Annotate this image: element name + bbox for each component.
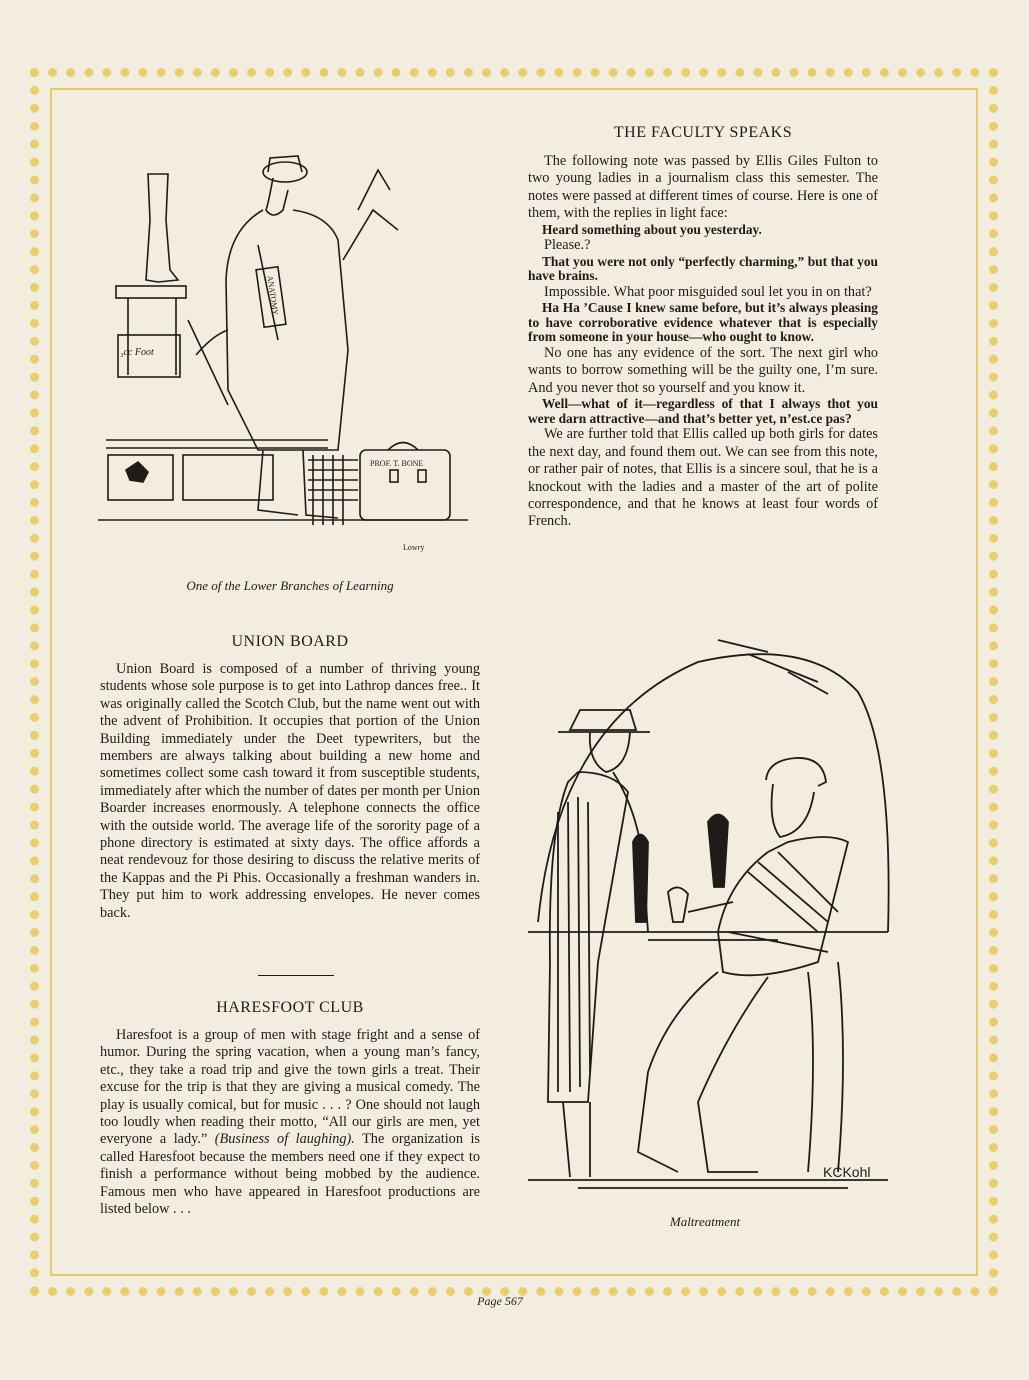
exchange-bold-1: Heard something about you yesterday. bbox=[542, 221, 762, 237]
exchange-light-3: No one has any evidence of the sort. The next girl who wants to borrow something will be the guilty one, I’m sure. And you never thot so yourself and you know it. bbox=[528, 345, 878, 396]
exchange-bold-4: Well—what of it—regardless of that I always thot you were darn attractive—and that’s better yet, n’est.ce pas? bbox=[528, 396, 878, 426]
haresfoot-section bbox=[100, 999, 480, 1218]
haresfoot-body-text-b: The organization is called Haresfoot because the members need one if they expect to finish a performance without being mobbed by the audience. Famous men who have appeared in Haresfoot productions are listed below . . . bbox=[100, 1131, 480, 1218]
haresfoot-body-italic: (Business of laughing). bbox=[214, 1131, 355, 1148]
illustration-soda-fountain bbox=[518, 632, 894, 1206]
bag-label: PROF. T. BONE bbox=[370, 459, 424, 468]
union-board-section bbox=[100, 633, 480, 922]
union-board-body: Union Board is composed of a number of thriving young students whose sole purpose is to get into Lathrop dances free.. It was originally called the Scotch Club, but the name went out with the advent of Prohibition. It occupies that portion of the Union Building immediately under the Deet typewriters, but the members are always talking about building a new home and sometimes collect some cash toward it from susceptible students, immediately after which the number of dates per month per Union Boarder increases enormously. A telephone connects the office with the outside world. The average life of the sorority page of a phone directory is estimated at sixty days. The office affords a neat rendevouz for those desiring to discuss the relative merits of the Kappas and the Pi Phis. Occasionally a freshman wanders in. They put him to work addressing envelopes. He never comes back. bbox=[100, 661, 480, 921]
exchange-bold-2: That you were not only “perfectly charming,” but that you have brains. bbox=[528, 253, 878, 284]
caption-top: One of the Lower Branches of Learning bbox=[186, 578, 394, 593]
exchange-light-2: Impossible. What poor misguided soul let you in on that? bbox=[544, 283, 872, 300]
haresfoot-body-text-a: Haresfoot is a group of men with stage fright and a sense of humor. During the spring vacation, when a young man’s fancy, etc., they take a road trip and give the town girls a treat. Their excuse for the trip is that they are giving a musical comedy. The play is usually comical, but for music . . . ? One should not laugh too loudly when reading their motto, “All our girls are men, yet everyone a lady.” bbox=[100, 1027, 480, 1148]
section-divider bbox=[258, 975, 334, 976]
exchange-bold-3: Ha Ha ’Cause I knew same before, but it’s always pleasing to have corroborative evidence whatever that is especially from someone in your house—who ought to know. bbox=[528, 300, 878, 345]
faculty-intro: The following note was passed by Ellis Giles Fulton to two young ladies in a journalism class this semester. The notes were passed at different times of course. Here is one of them, with the replies in light face: bbox=[528, 153, 878, 222]
artist-signature-bottom: KCKohl bbox=[823, 1164, 871, 1180]
exchange-light-4: We are further told that Ellis called up both girls for dates the next day, and found them out. We can see from this note, or rather pair of notes, that Ellis is a sincere soul, that he is a knockout with the ladies and a master of the art of polite correspondence, and that he knows at least four words of French. bbox=[528, 426, 878, 530]
haresfoot-body bbox=[100, 1027, 480, 1218]
artist-signature-top: Lowry bbox=[403, 543, 425, 552]
union-board-heading: UNION BOARD bbox=[231, 633, 349, 650]
book-label: ANATOMY bbox=[265, 275, 280, 316]
caption-bottom: Maltreatment bbox=[669, 1214, 741, 1229]
illustration-professor bbox=[98, 150, 478, 570]
exchange-light-1: Please.? bbox=[544, 237, 591, 254]
faculty-heading: THE FACULTY SPEAKS bbox=[613, 124, 793, 141]
haresfoot-heading: HARESFOOT CLUB bbox=[216, 999, 364, 1016]
faculty-section bbox=[528, 124, 878, 531]
page-number: Page 567 bbox=[477, 1294, 523, 1308]
box-label: ₃cc Foot bbox=[120, 347, 154, 358]
